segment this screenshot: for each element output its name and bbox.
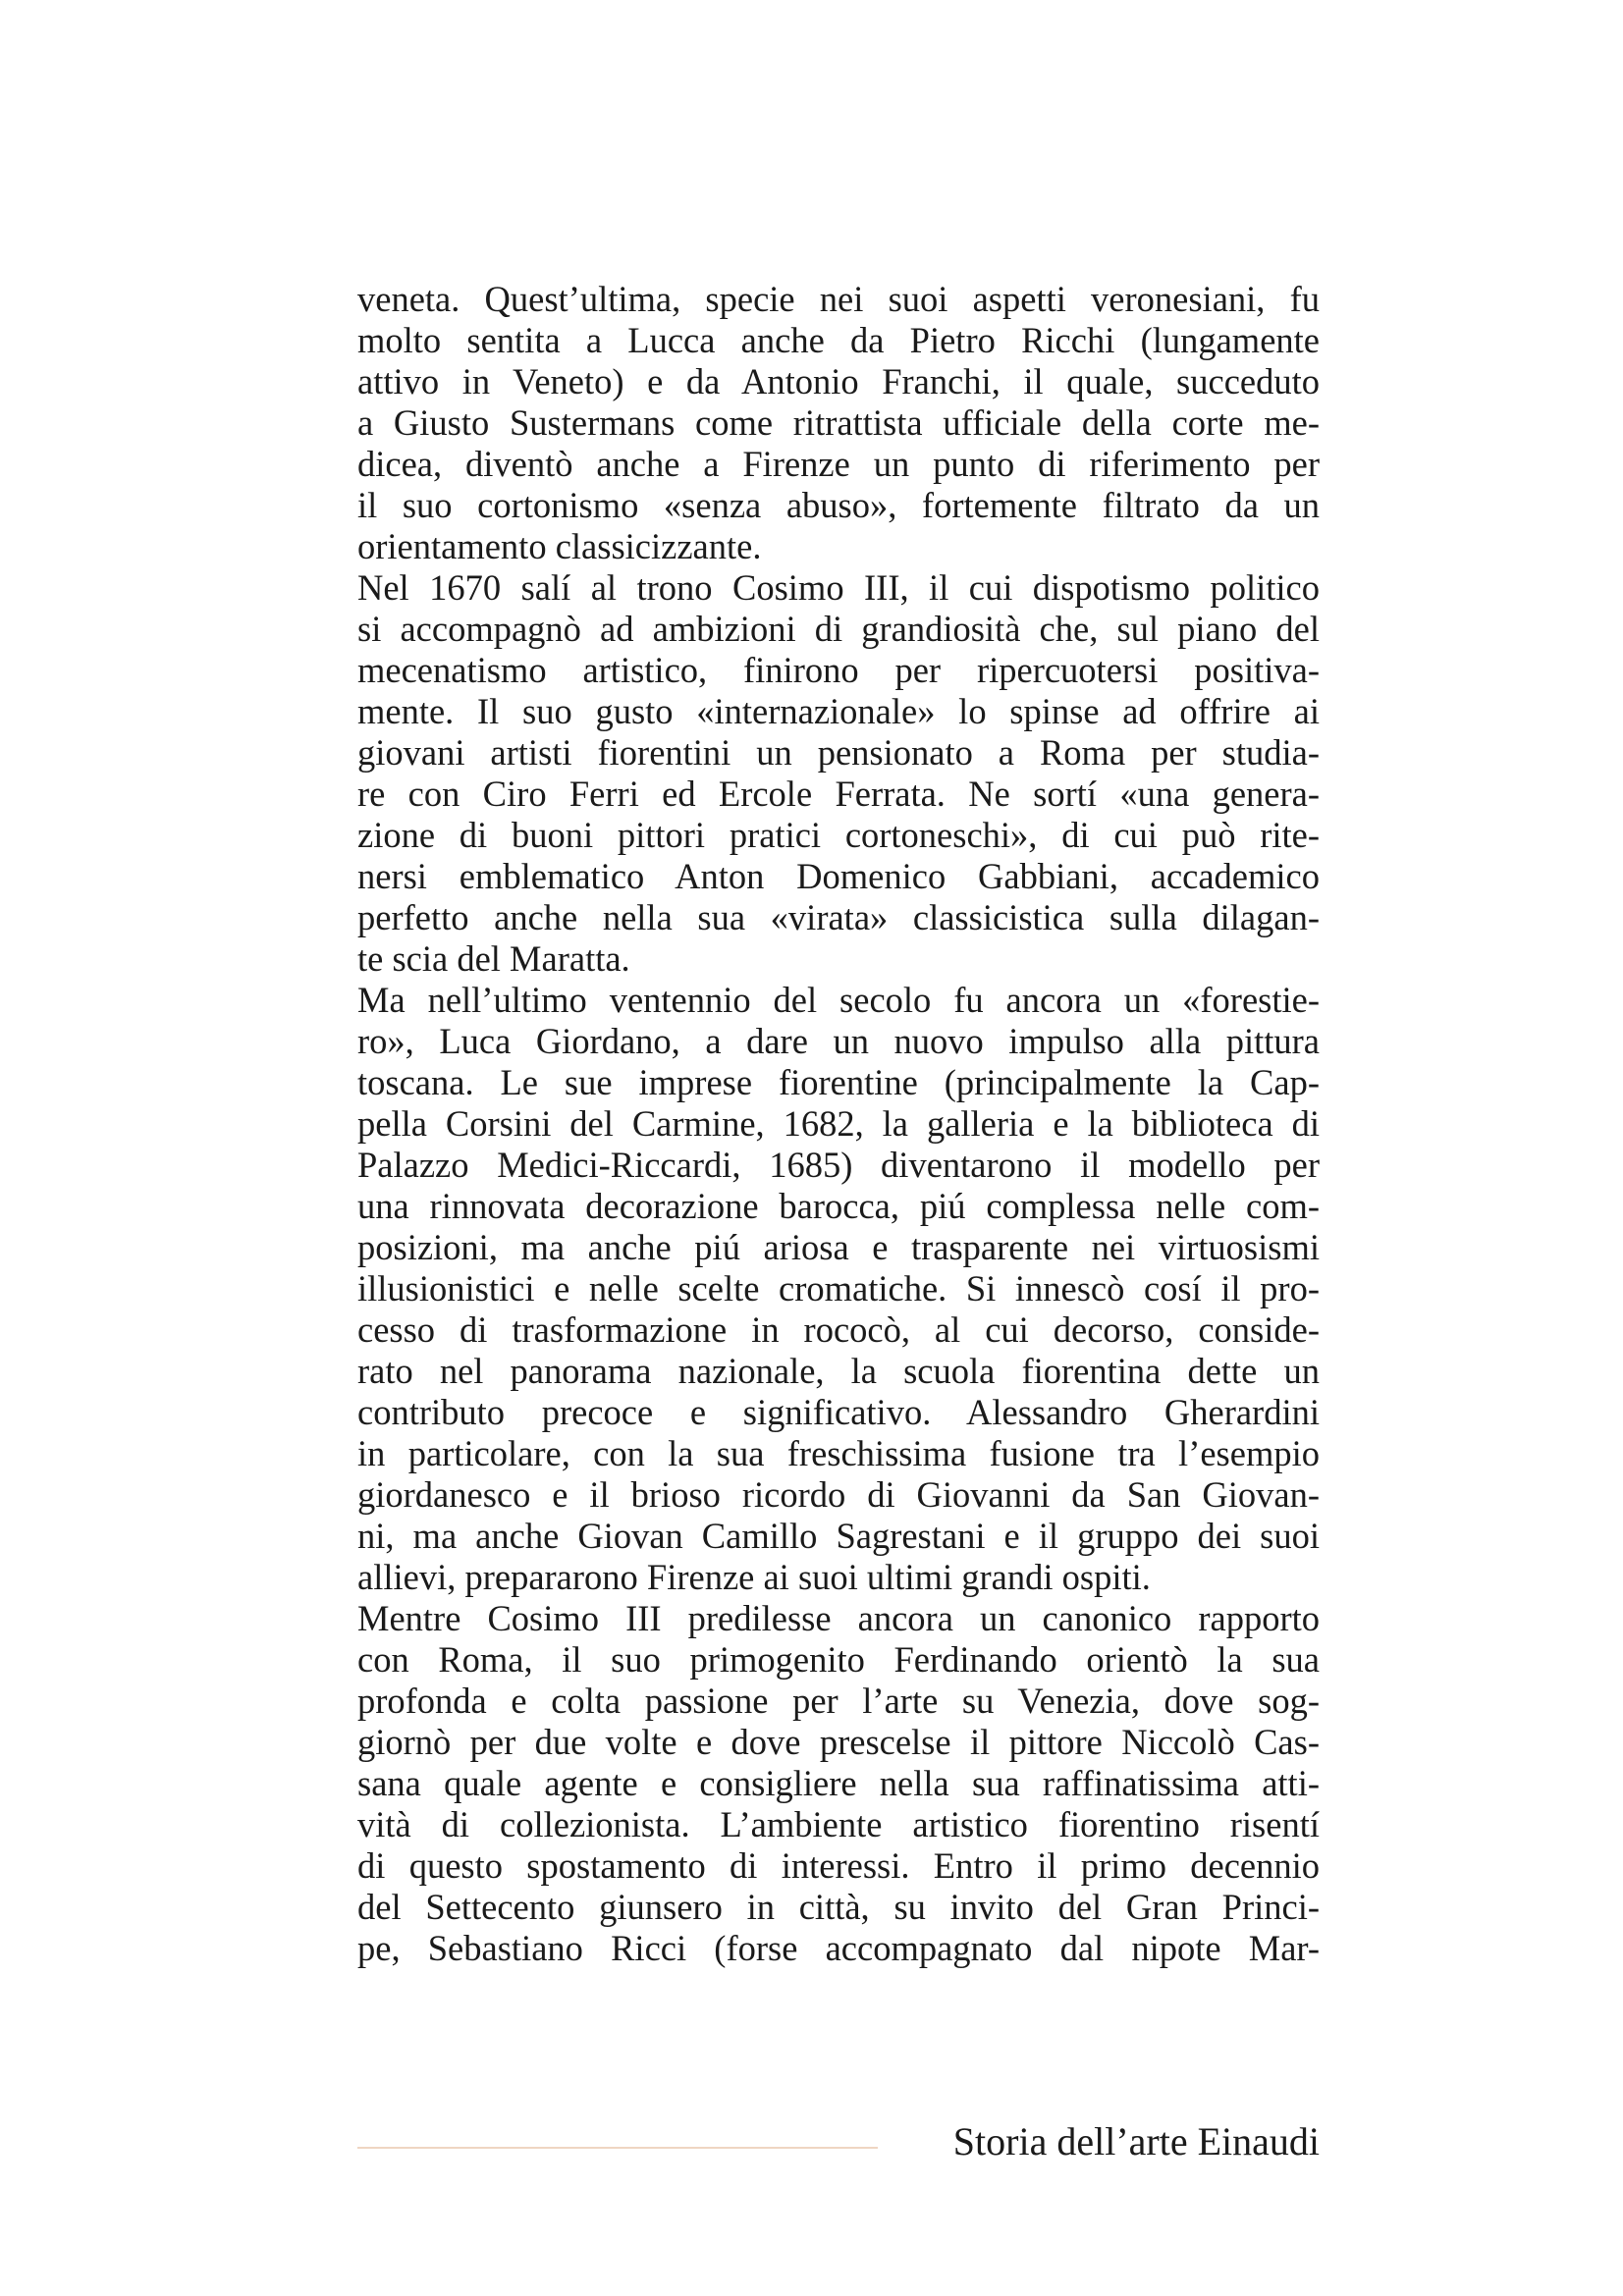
text-line: Nel 1670 salí al trono Cosimo III, il cui dispotismo politico [357, 567, 1320, 608]
text-line: giovani artisti fiorentini un pensionato a Roma per studia- [357, 732, 1320, 773]
text-line: ro», Luca Giordano, a dare un nuovo impulso alla pittura [357, 1021, 1320, 1061]
text-line: toscana. Le sue imprese fiorentine (principalmente la Cap- [357, 1062, 1320, 1102]
text-line: posizioni, ma anche piú ariosa e trasparente nei virtuosismi [357, 1227, 1320, 1267]
text-line: nersi emblematico Anton Domenico Gabbiani, accademico [357, 856, 1320, 896]
text-line: rato nel panorama nazionale, la scuola fiorentina dette un [357, 1351, 1320, 1391]
text-line: Mentre Cosimo III predilesse ancora un canonico rapporto [357, 1598, 1320, 1638]
text-line: veneta. Quest’ultima, specie nei suoi aspetti veronesiani, fu [357, 279, 1320, 319]
text-line: a Giusto Sustermans come ritrattista ufficiale della corte me- [357, 402, 1320, 443]
text-line: in particolare, con la sua freschissima fusione tra l’esempio [357, 1433, 1320, 1473]
text-line: attivo in Veneto) e da Antonio Franchi, il quale, succeduto [357, 361, 1320, 401]
text-line: pella Corsini del Carmine, 1682, la galleria e la biblioteca di [357, 1103, 1320, 1144]
text-line: giornò per due volte e dove prescelse il pittore Niccolò Cas- [357, 1722, 1320, 1762]
text-line: con Roma, il suo primogenito Ferdinando orientò la sua [357, 1639, 1320, 1680]
text-line: sana quale agente e consigliere nella sua raffinatissima atti- [357, 1763, 1320, 1803]
text-line: giordanesco e il brioso ricordo di Giovanni da San Giovan- [357, 1474, 1320, 1515]
text-line: mente. Il suo gusto «internazionale» lo spinse ad offrire ai [357, 691, 1320, 731]
text-line: perfetto anche nella sua «virata» classicistica sulla dilagan- [357, 897, 1320, 937]
text-line: cesso di trasformazione in rococò, al cui decorso, conside- [357, 1309, 1320, 1350]
text-line: il suo cortonismo «senza abuso», fortemente filtrato da un [357, 485, 1320, 525]
text-line: illusionistici e nelle scelte cromatiche. Si innescò cosí il pro- [357, 1268, 1320, 1308]
text-line: orientamento classicizzante. [357, 526, 762, 566]
text-line: ni, ma anche Giovan Camillo Sagrestani e il gruppo dei suoi [357, 1516, 1320, 1556]
paragraph [357, 1598, 1320, 1969]
text-line: dicea, diventò anche a Firenze un punto di riferimento per [357, 444, 1320, 484]
text-line: si accompagnò ad ambizioni di grandiosità che, sul piano del [357, 609, 1320, 649]
text-line: del Settecento giunsero in città, su invito del Gran Princi- [357, 1887, 1320, 1927]
footer-rule [357, 2147, 878, 2149]
text-line: allievi, prepararono Firenze ai suoi ultimi grandi ospiti. [357, 1557, 1151, 1597]
text-line: te scia del Maratta. [357, 938, 630, 979]
text-line: zione di buoni pittori pratici cortoneschi», di cui può rite- [357, 815, 1320, 855]
footer-title: Storia dell’arte Einaudi [952, 2119, 1320, 2163]
text-line: Ma nell’ultimo ventennio del secolo fu ancora un «forestie- [357, 980, 1320, 1020]
text-line: Palazzo Medici-Riccardi, 1685) diventarono il modello per [357, 1145, 1320, 1185]
text-line: una rinnovata decorazione barocca, piú complessa nelle com- [357, 1186, 1320, 1226]
paragraph [357, 980, 1320, 1598]
text-line: molto sentita a Lucca anche da Pietro Ricchi (lungamente [357, 320, 1320, 360]
text-line: di questo spostamento di interessi. Entro il primo decennio [357, 1845, 1320, 1886]
text-line: mecenatismo artistico, finirono per ripercuotersi positiva- [357, 650, 1320, 690]
paragraph [357, 567, 1320, 980]
text-line: re con Ciro Ferri ed Ercole Ferrata. Ne sortí «una genera- [357, 774, 1320, 814]
text-line: vità di collezionista. L’ambiente artistico fiorentino risentí [357, 1804, 1320, 1844]
paragraph [357, 279, 1320, 567]
page-body [357, 279, 1320, 1969]
text-line: profonda e colta passione per l’arte su Venezia, dove sog- [357, 1681, 1320, 1721]
text-line: pe, Sebastiano Ricci (forse accompagnato dal nipote Mar- [357, 1928, 1320, 1968]
text-line: contributo precoce e significativo. Alessandro Gherardini [357, 1392, 1320, 1432]
